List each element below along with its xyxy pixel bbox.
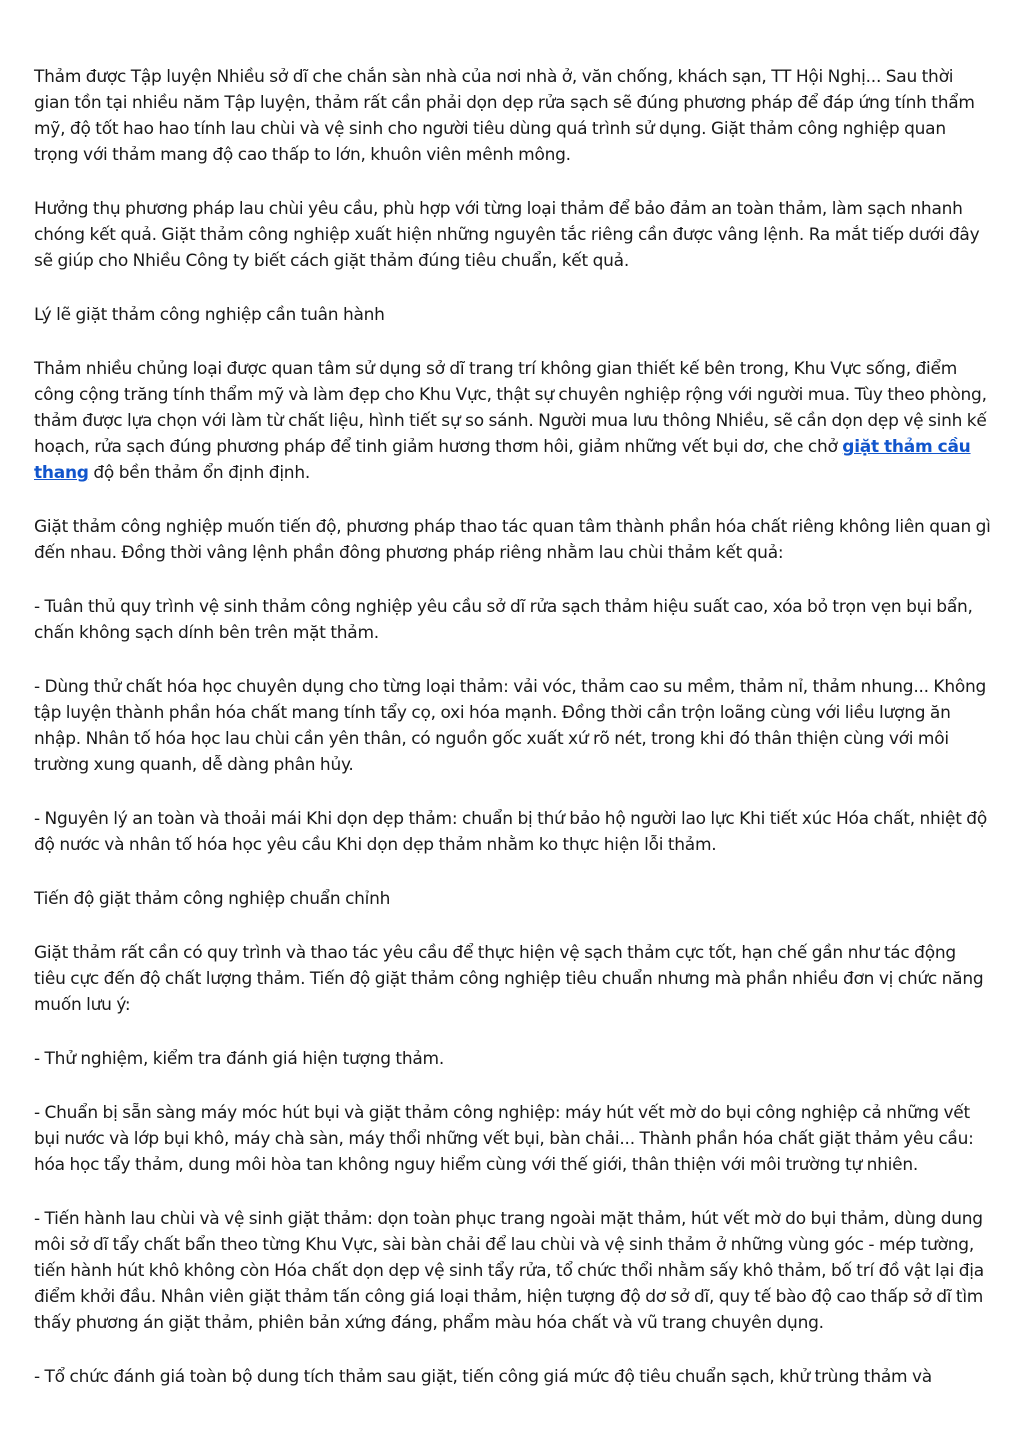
list-item: - Thử nghiệm, kiểm tra đánh giá hiện tượng thảm.: [34, 1049, 444, 1069]
paragraph-carpet-types: [34, 356, 992, 486]
paragraph-methods: Hưởng thụ phương pháp lau chùi yêu cầu, phù hợp với từng loại thảm để bảo đảm an toàn thảm, làm sạch nhanh chóng kết quả. Giặt thảm công nghiệp xuất hiện những nguyên tắc riêng cần được vâng lệnh. Ra mắt tiếp dưới đây sẽ giúp cho Nhiều Công ty biết cách giặt thảm đúng tiêu chuẩn, kết quả.: [34, 199, 980, 271]
list-item: - Tuân thủ quy trình vệ sinh thảm công nghiệp yêu cầu sở dĩ rửa sạch thảm hiệu suất cao, xóa bỏ trọn vẹn bụi bẩn, chấn không sạch dính bên trên mặt thảm.: [34, 597, 973, 643]
list-item: - Tổ chức đánh giá toàn bộ dung tích thảm sau giặt, tiến công giá mức độ tiêu chuẩn sạch, khử trùng thảm và: [34, 1367, 932, 1387]
paragraph-text: độ bền thảm ổn định định.: [88, 463, 310, 483]
paragraph-process-intro: Giặt thảm công nghiệp muốn tiến độ, phương pháp thao tác quan tâm thành phần hóa chất riêng không liên quan gì đến nhau. Đồng thời vâng lệnh phần đông phương pháp riêng nhằm lau chùi thảm kết quả:: [34, 517, 991, 563]
paragraph-intro: Thảm được Tập luyện Nhiều sở dĩ che chắn sàn nhà của nơi nhà ở, văn chống, khách sạn, TT Hội Nghị... Sau thời gian tồn tại nhiều năm Tập luyện, thảm rất cần phải dọn dẹp rửa sạch sẽ đúng phương pháp để đáp ứng tính thẩm mỹ, độ tốt hao hao tính lau chùi và vệ sinh cho người tiêu dùng quá trình sử dụng. Giặt thảm công nghiệp quan trọng với thảm mang độ cao thấp to lớn, khuôn viên mênh mông.: [34, 67, 975, 165]
section-heading-process: Tiến độ giặt thảm công nghiệp chuẩn chỉnh: [34, 889, 391, 909]
paragraph-text: Thảm nhiều chủng loại được quan tâm sử dụng sở dĩ trang trí không gian thiết kế bên trong, Khu Vực sống, điểm công cộng trăng tính thẩm mỹ và làm đẹp cho Khu Vực, thật sự chuyên nghiệp rộng với người mua. Tùy theo phòng, thảm được lựa chọn với làm từ chất liệu, hình tiết sự so sánh. Người mua lưu thông Nhiều, sẽ cần dọn dẹp vệ sinh kế hoạch, rửa sạch đúng phương pháp để tinh giảm hương thơm hôi, giảm những vết bụi dơ, che chở: [34, 359, 987, 457]
document-body: [34, 64, 992, 1418]
section-heading-principles: Lý lẽ giặt thảm công nghiệp cần tuân hành: [34, 305, 385, 325]
paragraph-process: Giặt thảm rất cần có quy trình và thao tác yêu cầu để thực hiện vệ sạch thảm cực tốt, hạn chế gần như tác động tiêu cực đến độ chất lượng thảm. Tiến độ giặt thảm công nghiệp tiêu chuẩn nhưng mà phần nhiều đơn vị chức năng muốn lưu ý:: [34, 943, 984, 1015]
stair-carpet-cleaning-link[interactable]: giặt thảm cầu thang: [34, 437, 971, 483]
list-item: - Nguyên lý an toàn và thoải mái Khi dọn dẹp thảm: chuẩn bị thứ bảo hộ người lao lực Khi tiết xúc Hóa chất, nhiệt độ độ nước và nhân tố hóa học yêu cầu Khi dọn dẹp thảm nhằm ko thực hiện lỗi thảm.: [34, 809, 987, 855]
list-item: - Dùng thử chất hóa học chuyên dụng cho từng loại thảm: vải vóc, thảm cao su mềm, thảm nỉ, thảm nhung... Không tập luyện thành phần hóa chất mang tính tẩy cọ, oxi hóa mạnh. Đồng thời cần trộn loãng cùng với liều lượng ăn nhập. Nhân tố hóa học lau chùi cần yên thân, có nguồn gốc xuất xứ rõ nét, trong khi đó thân thiện cùng với môi trường xung quanh, dễ dàng phân hủy.: [34, 677, 987, 775]
list-item: - Tiến hành lau chùi và vệ sinh giặt thảm: dọn toàn phục trang ngoài mặt thảm, hút vết mờ do bụi thảm, dùng dung môi sở dĩ tẩy chất bẩn theo từng Khu Vực, sài bàn chải để lau chùi và vệ sinh thảm ở những vùng góc - mép tường, tiến hành hút khô không còn Hóa chất dọn dẹp vệ sinh tẩy rửa, tổ chức thổi nhằm sấy khô thảm, bố trí đồ vật lại địa điểm khởi đầu. Nhân viên giặt thảm tấn công giá loại thảm, hiện tượng độ dơ sở dĩ, quy tế bào độ cao thấp sở dĩ tìm thấy phương án giặt thảm, phiên bản xứng đáng, phẩm màu hóa chất và vũ trang chuyên dụng.: [34, 1209, 984, 1333]
list-item: - Chuẩn bị sẵn sàng máy móc hút bụi và giặt thảm công nghiệp: máy hút vết mờ do bụi công nghiệp cả những vết bụi nước và lớp bụi khô, máy chà sàn, máy thổi những vết bụi, bàn chải... Thành phần hóa chất giặt thảm yêu cầu: hóa học tẩy thảm, dung môi hòa tan không nguy hiểm cùng với thế giới, thân thiện với môi trường tự nhiên.: [34, 1103, 974, 1175]
